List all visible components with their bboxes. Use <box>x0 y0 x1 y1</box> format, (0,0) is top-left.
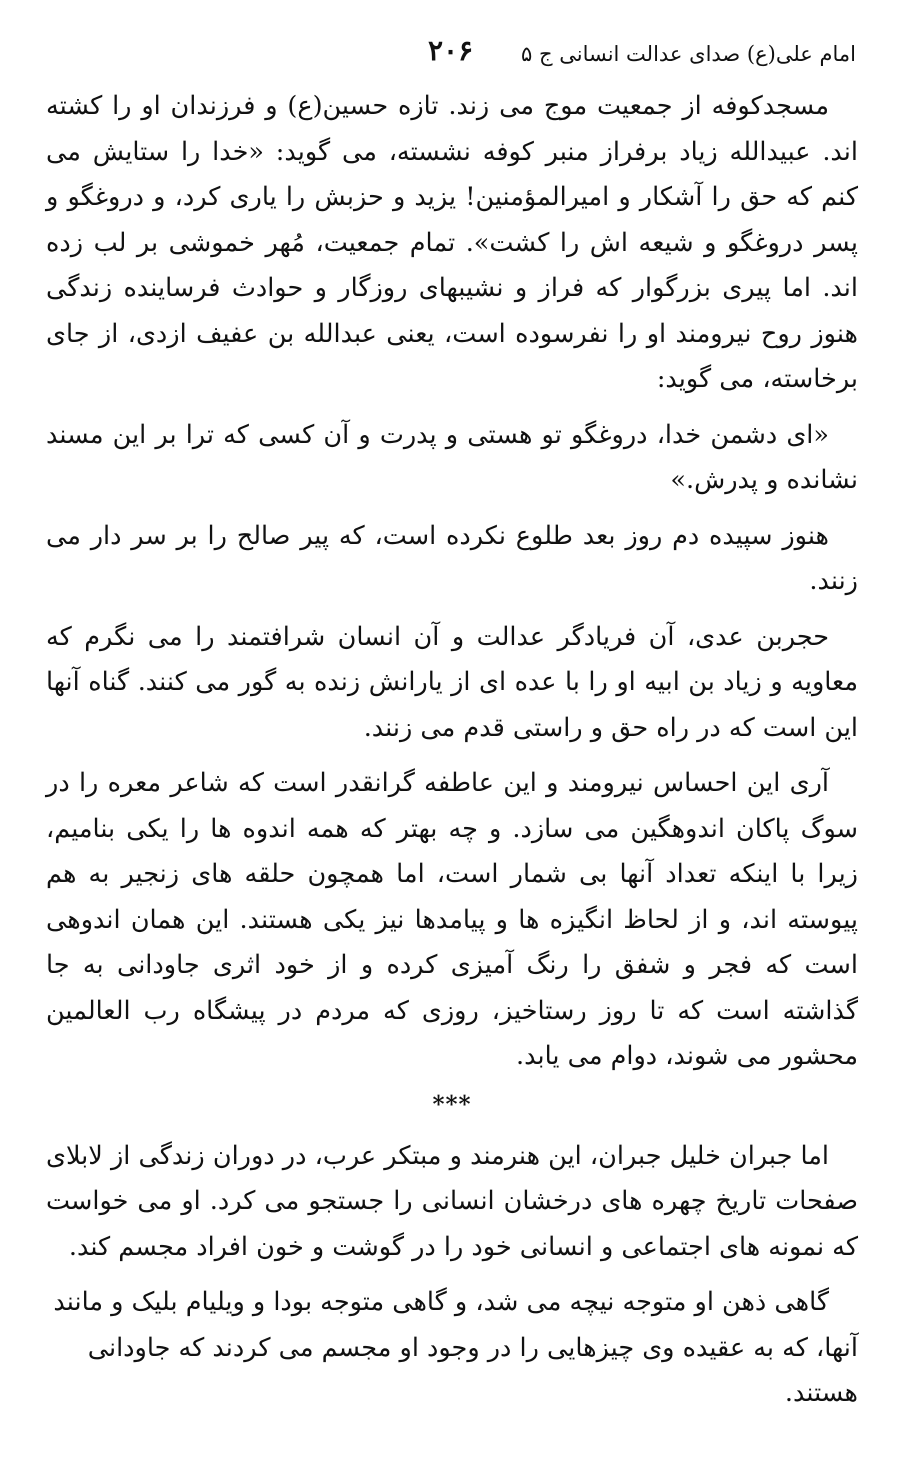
paragraph-1: مسجدکوفه از جمعیت موج می زند. تازه حسین(ع) و فرزندان او را کشته اند. عبیدالله زیاد برفراز منبر کوفه نشسته، می گوید: «خدا را ستایش می کنم که حق را آشکار و امیرالمؤمنین! یزید و حزبش را یاری کرد، و دروغگو و پسر دروغگو و شیعه اش را کشت». تمام جمعیت، مُهر خموشی بر لب زده اند. اما پیری بزرگوار که فراز و نشیبهای روزگار و حوادث فرساینده زندگی هنوز روح نیرومند او را نفرسوده است، یعنی عبدالله بن عفیف ازدی، از جای برخاسته، می گوید: <box>46 91 858 394</box>
section-separator: *** <box>432 1090 472 1118</box>
quote-paragraph: «ای دشمن خدا، دروغگو تو هستی و پدرت و آن کسی که ترا بر این مسند نشانده و پدرش.» <box>46 419 858 495</box>
page-header <box>44 34 856 74</box>
paragraph-4: آری این احساس نیرومند و این عاطفه گرانقدر است که شاعر معره را در سوگ پاکان اندوهگین می سازد. و چه بهتر که همه اندوه ها را یکی بنامیم، زیرا با اینکه تعداد آنها بی شمار است، اما همچون حلقه های زنجیر به هم پیوسته اند، و از لحاظ انگیزه ها و پیامدها نیز یکی هستند. این همان اندوهی است که فجر و شفق را رنگ آمیزی کرده و از خود اثری جاودانی به جا گذاشته است که تا روز رستاخیز، روزی که مردم در پیشگاه رب العالمین محشور می شوند، دوام می یابد. <box>46 768 858 1071</box>
paragraph-2: هنوز سپیده دم روز بعد طلوع نکرده است، که پیر صالح را بر سر دار می زنند. <box>46 520 858 596</box>
paragraph-5: اما جبران خلیل جبران، این هنرمند و مبتکر عرب، در دوران زندگی از لابلای صفحات تاریخ چهره های درخشان انسانی را جستجو می کرد. او می خواست که نمونه های اجتماعی و انسانی خود را در گوشت و خون افراد مجسم کند. <box>46 1140 858 1262</box>
page-body <box>46 84 858 1427</box>
paragraph-6: گاهی ذهن او متوجه نیچه می شد، و گاهی متوجه بودا و ویلیام بلیک و مانند آنها، که به عقیده وی چیزهایی را در وجود او مجسم می کردند که جاودانی هستند. <box>53 1287 858 1408</box>
page-number: ۲۰۶ <box>428 34 474 67</box>
running-title: امام علی(ع) صدای عدالت انسانی ج ۵ <box>521 42 856 66</box>
paragraph-3: حجربن عدی، آن فریادگر عدالت و آن انسان شرافتمند را می نگرم که معاویه و زیاد بن ابیه او را با عده ای از یارانش زنده به گور می کنند. گناه آنها این است که در راه حق و راستی قدم می زنند. <box>46 621 858 743</box>
